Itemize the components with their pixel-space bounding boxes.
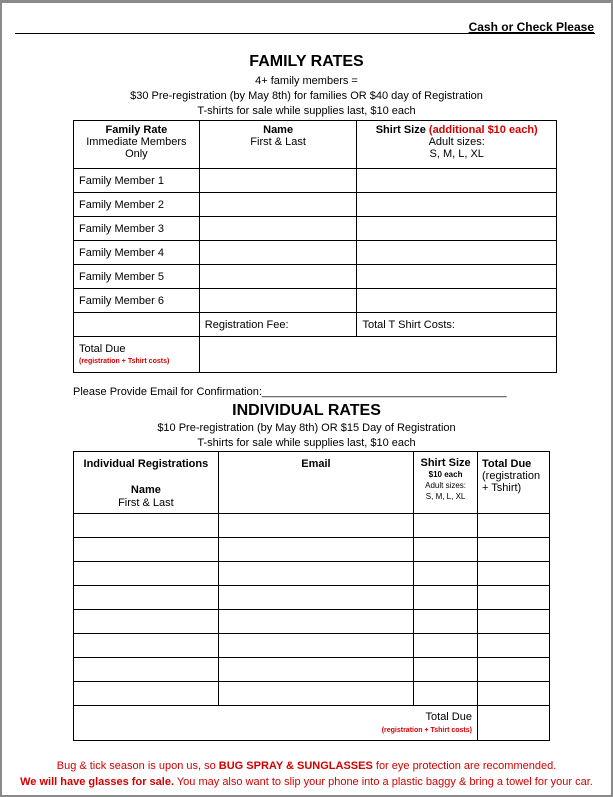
member-label: Family Member 5 <box>74 265 200 289</box>
member-label: Family Member 3 <box>74 217 200 241</box>
col-note: S, M, L, XL <box>429 148 484 160</box>
shirt-cell[interactable] <box>357 193 557 217</box>
name-cell[interactable] <box>199 289 357 313</box>
individual-rate-line: T-shirts for sale while supplies last, $10 each <box>197 437 416 449</box>
family-rate-line: T-shirts for sale while supplies last, $10 each <box>197 105 416 117</box>
family-rate-line: 4+ family members = <box>255 75 358 87</box>
col-note: Adult sizes: <box>425 481 467 490</box>
total-cell[interactable] <box>478 538 550 562</box>
shirt-cell[interactable] <box>414 634 478 658</box>
col-family-rate: Family Rate <box>105 124 168 136</box>
table-row <box>74 193 557 217</box>
total-cell[interactable] <box>478 682 550 706</box>
individual-total-row <box>74 706 550 741</box>
col-shirt-size: Shirt Size <box>420 457 471 469</box>
col-note: Only <box>125 148 148 160</box>
email-confirmation-field[interactable]: Please Provide Email for Confirmation:________________________________________ <box>73 386 507 398</box>
table-row <box>74 217 557 241</box>
table-row <box>74 562 550 586</box>
email-cell[interactable] <box>218 586 413 610</box>
shirt-cell[interactable] <box>414 682 478 706</box>
total-cell[interactable] <box>478 658 550 682</box>
shirt-cell[interactable] <box>414 658 478 682</box>
shirt-cell[interactable] <box>357 169 557 193</box>
table-row <box>74 634 550 658</box>
name-cell[interactable] <box>199 241 357 265</box>
shirt-extra-cost: (additional $10 each) <box>428 124 538 136</box>
col-name: Name <box>263 124 294 136</box>
total-cell[interactable] <box>478 634 550 658</box>
individual-rate-line: $10 Pre-registration (by May 8th) OR $15 Day of Registration <box>157 422 456 434</box>
email-cell[interactable] <box>218 610 413 634</box>
family-table <box>73 120 557 373</box>
individual-rates-title: INDIVIDUAL RATES <box>232 402 381 419</box>
member-label: Family Member 1 <box>74 169 200 193</box>
table-row <box>74 538 550 562</box>
shirt-cell[interactable] <box>357 241 557 265</box>
individual-table-header <box>74 452 550 514</box>
shirt-cell[interactable] <box>414 538 478 562</box>
table-row <box>74 610 550 634</box>
individual-section-header <box>2 402 611 451</box>
family-table-header <box>74 121 557 169</box>
col-note: Immediate Members <box>86 136 187 148</box>
document-page <box>2 3 611 795</box>
total-due-note: (registration + Tshirt costs) <box>381 727 472 734</box>
col-name: Name <box>130 484 161 496</box>
col-individual: Individual Registrations <box>83 458 209 470</box>
footer-text: for eye protection are recommended. <box>372 760 557 772</box>
individual-table <box>73 451 550 741</box>
total-cell[interactable] <box>478 514 550 538</box>
total-due-note: (registration + Tshirt costs) <box>79 358 170 365</box>
email-cell[interactable] <box>218 514 413 538</box>
member-label: Family Member 4 <box>74 241 200 265</box>
footer-emphasis: BUG SPRAY & SUNGLASSES <box>218 760 373 772</box>
member-label: Family Member 2 <box>74 193 200 217</box>
footer-emphasis: We will have glasses for sale. <box>20 776 174 788</box>
total-due-field[interactable] <box>199 337 556 373</box>
col-email: Email <box>301 458 331 470</box>
total-due-label: Total Due <box>425 711 472 723</box>
shirt-cell[interactable] <box>357 265 557 289</box>
name-cell[interactable] <box>74 538 219 562</box>
email-cell[interactable] <box>218 682 413 706</box>
name-cell[interactable] <box>74 634 219 658</box>
col-note: S, M, L, XL <box>425 492 466 501</box>
col-note: First & Last <box>250 136 306 148</box>
table-row <box>74 265 557 289</box>
shirt-cell[interactable] <box>357 217 557 241</box>
shirt-cell[interactable] <box>414 562 478 586</box>
empty-cell <box>74 313 200 337</box>
name-cell[interactable] <box>74 562 219 586</box>
footer-text: You may also want to slip your phone into a plastic baggy & bring a towel for your car. <box>174 776 593 788</box>
total-cell[interactable] <box>478 586 550 610</box>
name-cell[interactable] <box>74 514 219 538</box>
col-note: Adult sizes: <box>428 136 485 148</box>
name-cell[interactable] <box>199 265 357 289</box>
email-cell[interactable] <box>218 634 413 658</box>
email-cell[interactable] <box>218 538 413 562</box>
name-cell[interactable] <box>74 610 219 634</box>
family-rates-title: FAMILY RATES <box>249 53 364 70</box>
email-cell[interactable] <box>218 658 413 682</box>
col-note: First & Last <box>118 497 174 509</box>
table-row <box>74 241 557 265</box>
shirt-cell[interactable] <box>414 610 478 634</box>
family-section-header <box>2 53 611 119</box>
name-cell[interactable] <box>74 586 219 610</box>
col-shirt-size: Shirt Size <box>375 124 429 136</box>
name-cell[interactable] <box>74 682 219 706</box>
col-total-due: Total Due <box>482 458 532 470</box>
total-cell[interactable] <box>478 562 550 586</box>
shirt-cell[interactable] <box>414 586 478 610</box>
table-row <box>74 289 557 313</box>
name-cell[interactable] <box>199 193 357 217</box>
shirt-cell[interactable] <box>357 289 557 313</box>
fees-row <box>74 313 557 337</box>
family-rate-line: $30 Pre-registration (by May 8th) for families OR $40 day of Registration <box>130 90 483 102</box>
name-cell[interactable] <box>74 658 219 682</box>
tshirt-costs-field[interactable]: Total T Shirt Costs: <box>357 313 557 337</box>
table-row <box>74 169 557 193</box>
shirt-cell[interactable] <box>414 514 478 538</box>
member-label: Family Member 6 <box>74 289 200 313</box>
table-row <box>74 514 550 538</box>
name-cell[interactable] <box>199 169 357 193</box>
email-cell[interactable] <box>218 562 413 586</box>
total-due-label: Total Due <box>79 343 126 355</box>
name-cell[interactable] <box>199 217 357 241</box>
table-row <box>74 586 550 610</box>
shirt-price: $10 each <box>428 470 463 479</box>
footer-text: Bug & tick season is upon us, so <box>56 760 219 772</box>
footer-notice <box>2 758 611 790</box>
payment-note: Cash or Check Please <box>468 20 594 34</box>
table-row <box>74 682 550 706</box>
total-cell[interactable] <box>478 610 550 634</box>
total-due-row <box>74 337 557 373</box>
table-row <box>74 658 550 682</box>
total-due-field[interactable] <box>478 706 550 741</box>
registration-fee-field[interactable]: Registration Fee: <box>199 313 357 337</box>
col-note: (registration + Tshirt) <box>482 470 541 494</box>
